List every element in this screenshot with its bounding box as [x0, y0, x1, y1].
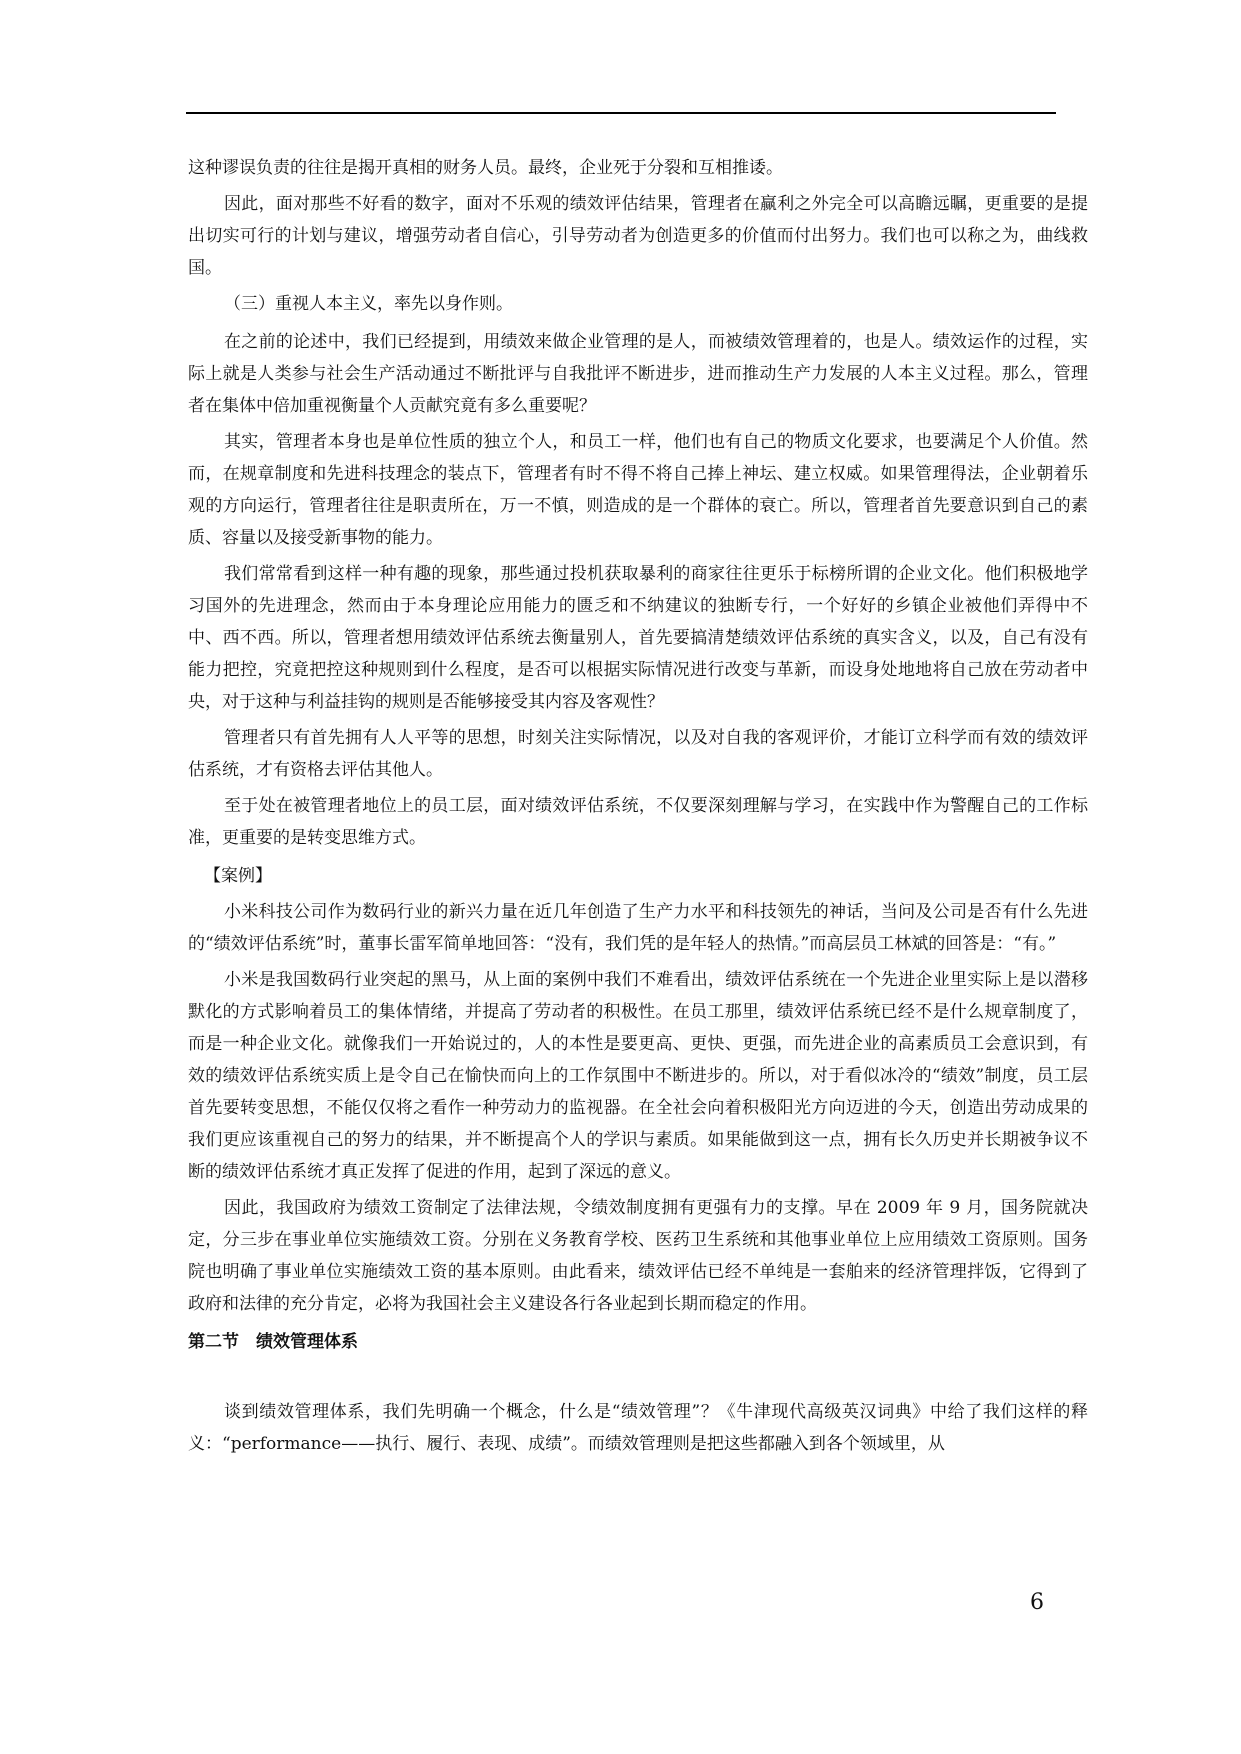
paragraph: 其实，管理者本身也是单位性质的独立个人，和员工一样，他们也有自己的物质文化要求，也要满足个人价值。然而，在规章制度和先进科技理念的装点下，管理者有时不得不将自己捧上神坛、建立权威。如果管理得法，企业朝着乐观的方向运行，管理者往往是职责所在，万一不慎，则造成的是一个群体的衰亡。所以，管理者首先要意识到自己的素质、容量以及接受新事物的能力。 [188, 432, 1088, 548]
paragraph: 小米是我国数码行业突起的黑马，从上面的案例中我们不难看出，绩效评估系统在一个先进企业里实际上是以潜移默化的方式影响着员工的集体情绪，并提高了劳动者的积极性。在员工那里，绩效评估系统已经不是什么规章制度了，而是一种企业文化。就像我们一开始说过的，人的本性是要更高、更快、更强，而先进企业的高素质员工会意识到，有效的绩效评估系统实质上是令自己在愉快而向上的工作氛围中不断进步的。所以，对于看似冰冷的“绩效”制度，员工层首先要转变思想，不能仅仅将之看作一种劳动力的监视器。在全社会向着积极阳光方向迈进的今天，创造出劳动成果的我们更应该重视自己的努力的结果，并不断提高个人的学识与素质。如果能做到这一点，拥有长久历史并长期被争议不断的绩效评估系统才真正发挥了促进的作用，起到了深远的意义。 [188, 970, 1088, 1182]
section-heading: 第二节 绩效管理体系 [188, 1332, 358, 1352]
header-rule [186, 112, 1056, 114]
subheading: （三）重视人本主义，率先以身作则。 [224, 294, 513, 314]
paragraph: 小米科技公司作为数码行业的新兴力量在近几年创造了生产力水平和科技领先的神话，当问及公司是否有什么先进的“绩效评估系统”时，董事长雷军简单地回答：“没有，我们凭的是年轻人的热情。”而高层员工林斌的回答是：“有。” [188, 902, 1088, 954]
body-text [188, 152, 1088, 1464]
paragraph: 我们常常看到这样一种有趣的现象，那些通过投机获取暴利的商家往往更乐于标榜所谓的企业文化。他们积极地学习国外的先进理念，然而由于本身理论应用能力的匮乏和不纳建议的独断专行，一个好好的乡镇企业被他们弄得中不中、西不西。所以，管理者想用绩效评估系统去衡量别人，首先要搞清楚绩效评估系统的真实含义，以及，自己有没有能力把控，究竟把控这种规则到什么程度，是否可以根据实际情况进行改变与革新，而设身处地地将自己放在劳动者中央，对于这种与利益挂钩的规则是否能够接受其内容及客观性？ [188, 564, 1088, 712]
paragraph: 因此，我国政府为绩效工资制定了法律法规，令绩效制度拥有更强有力的支撑。早在 2009 年 9 月，国务院就决定，分三步在事业单位实施绩效工资。分别在义务教育学校、医药卫生系统和其他事业单位上应用绩效工资原则。国务院也明确了事业单位实施绩效工资的基本原则。由此看来，绩效评估已经不单纯是一套舶来的经济管理拌饭，它得到了政府和法律的充分肯定，必将为我国社会主义建设各行各业起到长期而稳定的作用。 [188, 1198, 1088, 1314]
page-number: 6 [1030, 1590, 1044, 1615]
case-label: 【案例】 [204, 866, 272, 886]
paragraph: 管理者只有首先拥有人人平等的思想，时刻关注实际情况，以及对自我的客观评价，才能订立科学而有效的绩效评估系统，才有资格去评估其他人。 [188, 728, 1088, 780]
paragraph: 至于处在被管理者地位上的员工层，面对绩效评估系统，不仅要深刻理解与学习，在实践中作为警醒自己的工作标准，更重要的是转变思维方式。 [188, 796, 1088, 848]
paragraph: 在之前的论述中，我们已经提到，用绩效来做企业管理的是人，而被绩效管理着的，也是人。绩效运作的过程，实际上就是人类参与社会生产活动通过不断批评与自我批评不断进步，进而推动生产力发展的人本主义过程。那么，管理者在集体中倍加重视衡量个人贡献究竟有多么重要呢？ [188, 332, 1088, 416]
paragraph: 这种谬误负责的往往是揭开真相的财务人员。最终，企业死于分裂和互相推诿。 [188, 158, 783, 178]
paragraph: 谈到绩效管理体系，我们先明确一个概念，什么是“绩效管理”？《牛津现代高级英汉词典》中给了我们这样的释义：“performance——执行、履行、表现、成绩”。而绩效管理则是把这些都融入到各个领域里，从 [188, 1402, 1088, 1454]
paragraph: 因此，面对那些不好看的数字，面对不乐观的绩效评估结果，管理者在赢利之外完全可以高瞻远瞩，更重要的是提出切实可行的计划与建议，增强劳动者自信心，引导劳动者为创造更多的价值而付出努力。我们也可以称之为，曲线救国。 [188, 194, 1088, 278]
